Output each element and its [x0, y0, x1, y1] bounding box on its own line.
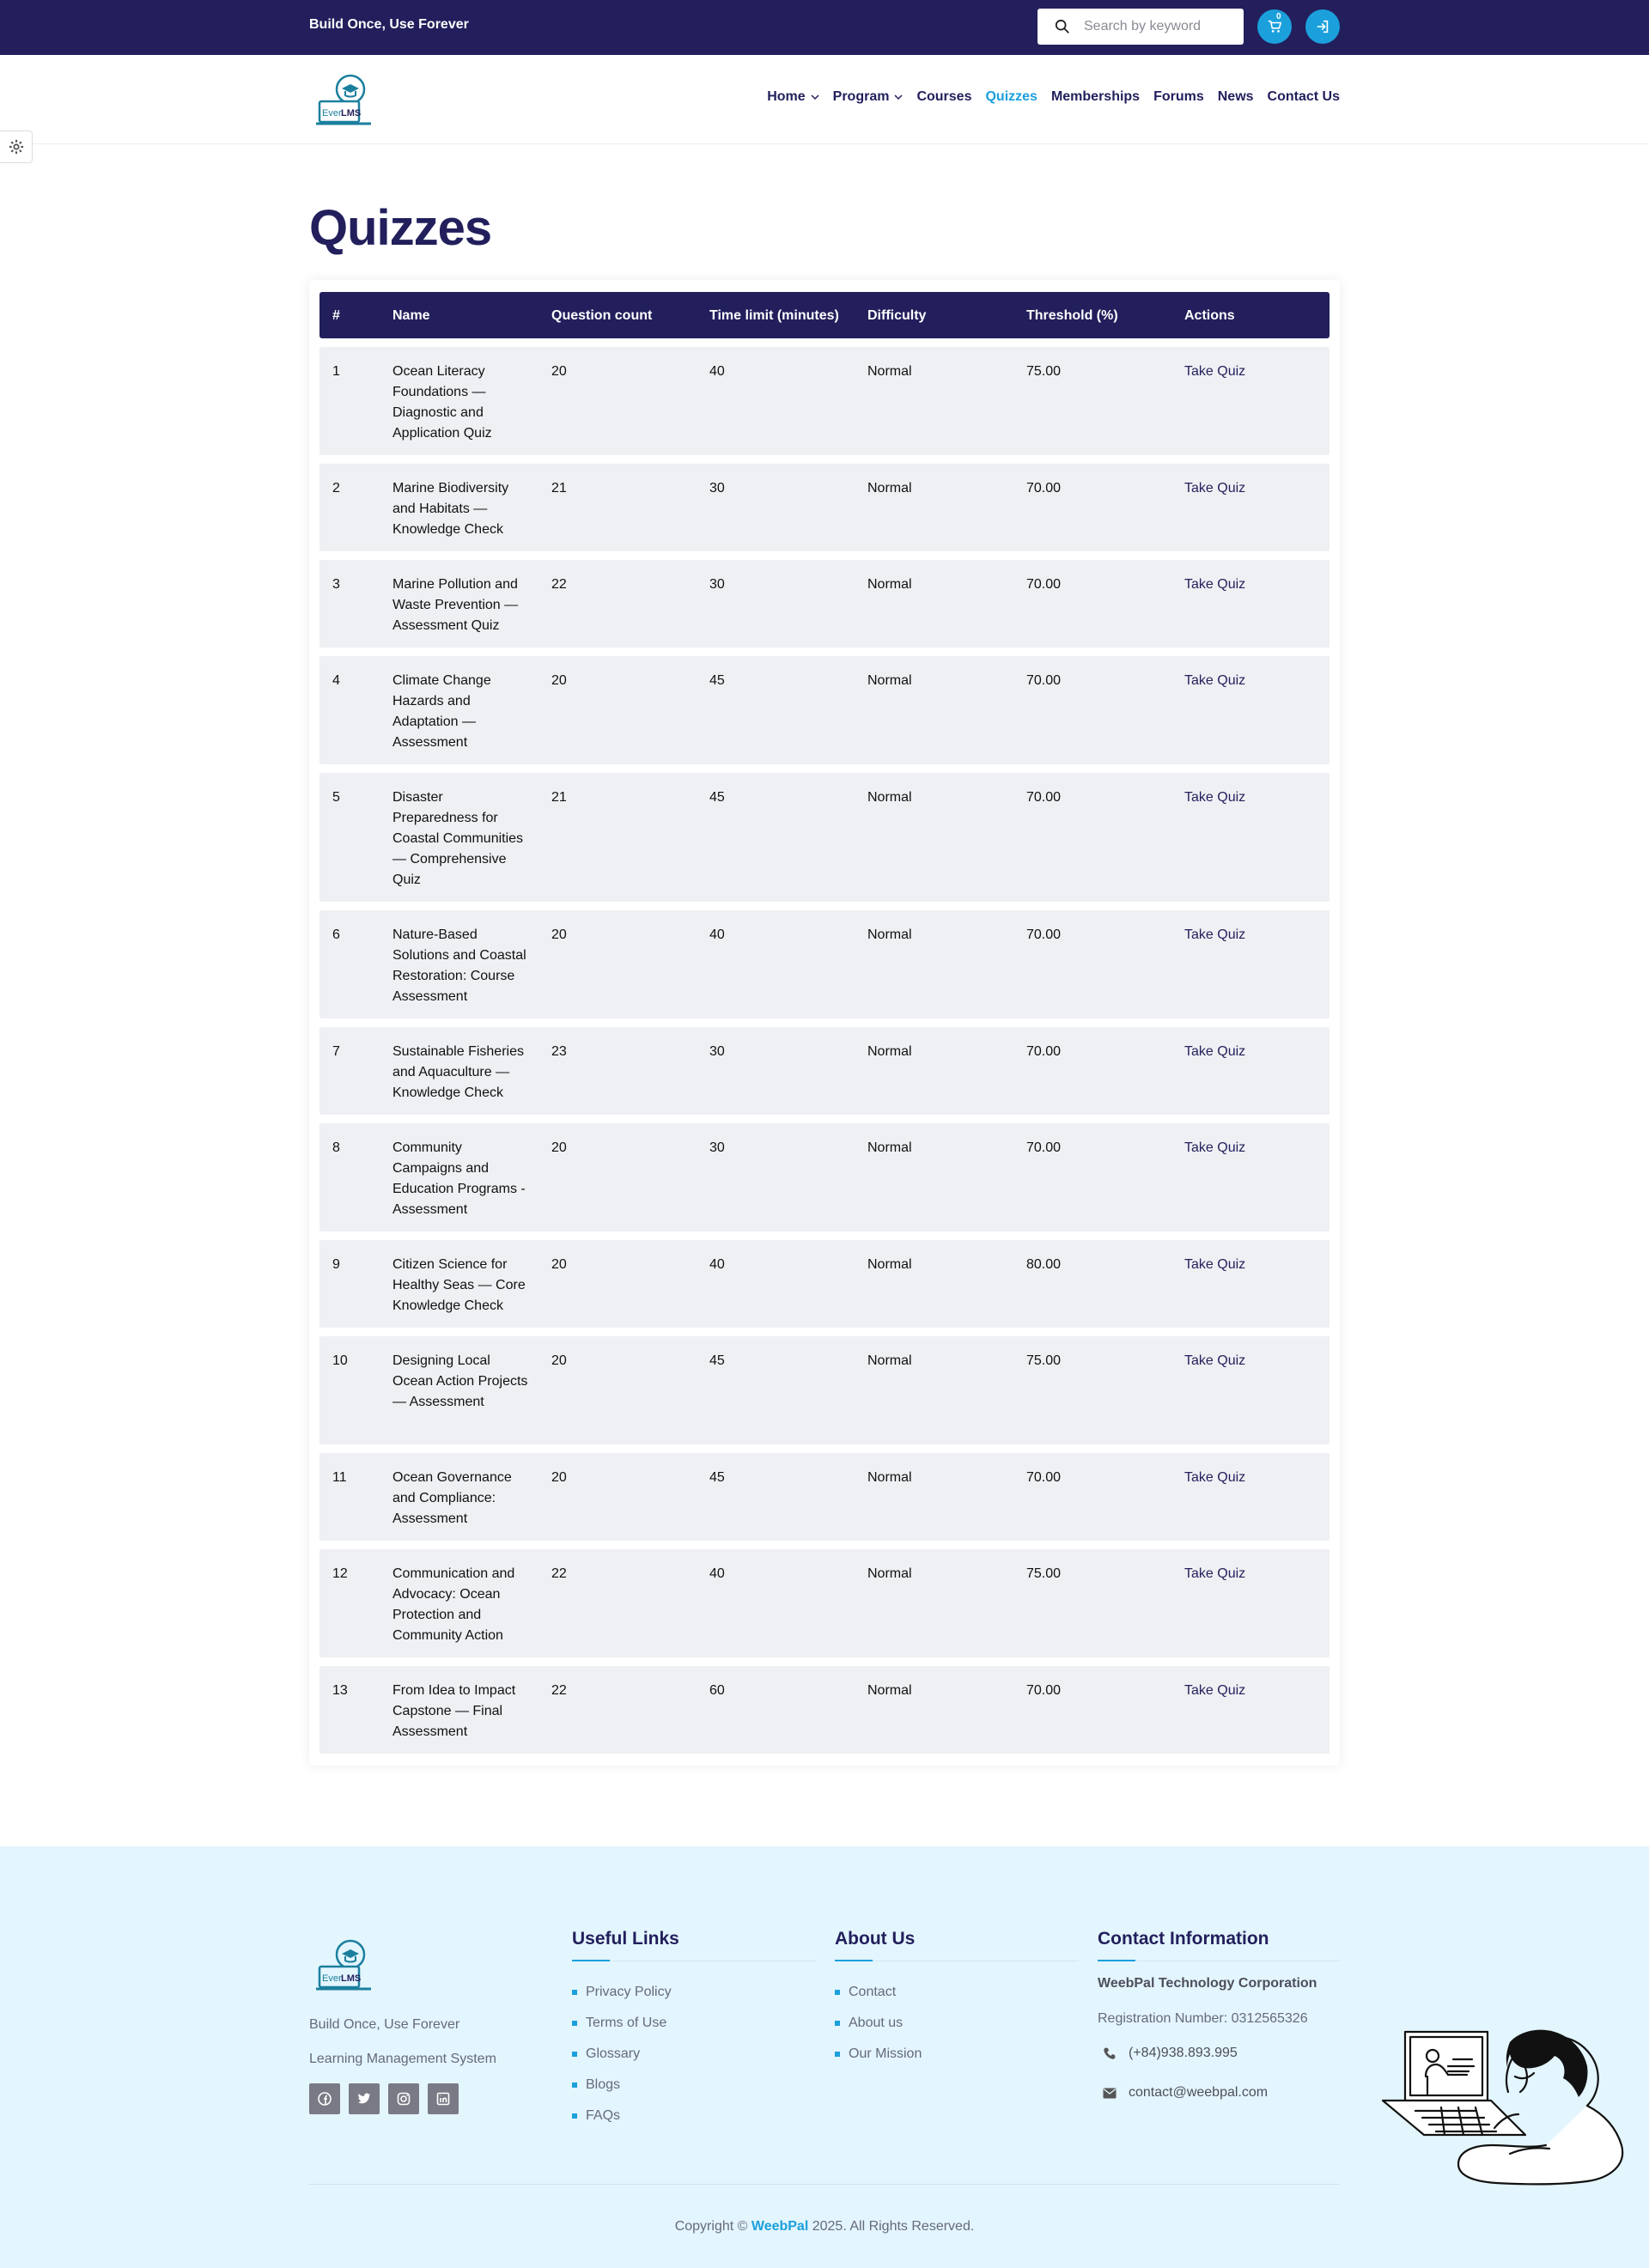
difficulty: Normal — [867, 927, 912, 942]
useful-links-title: Useful Links — [572, 1929, 679, 1949]
search-input[interactable] — [1084, 9, 1238, 45]
svg-text:Ever: Ever — [322, 108, 342, 119]
cart-button[interactable] — [1257, 9, 1292, 44]
footer-link-terms-of-use[interactable] — [572, 2008, 672, 2039]
nav-quizzes[interactable]: Quizzes — [985, 89, 1037, 104]
question-count: 20 — [551, 1470, 567, 1485]
threshold: 75.00 — [1026, 364, 1062, 379]
svg-text:Ever: Ever — [322, 1973, 342, 1984]
time-limit: 40 — [709, 927, 725, 942]
link-label: Our Mission — [849, 2046, 922, 2061]
svg-text:LMS: LMS — [341, 108, 362, 119]
registration-number: Registration Number: 0312565326 — [1098, 2011, 1308, 2026]
link-label: About us — [849, 2016, 904, 2030]
quiz-name: Ocean Literacy Foundations — Diagnostic and Application Quiz — [392, 364, 492, 441]
login-button[interactable] — [1305, 9, 1340, 44]
row-number: 3 — [332, 577, 340, 592]
col-header-number: # — [332, 308, 340, 323]
col-header-difficulty: Difficulty — [867, 308, 927, 323]
nav-memberships[interactable]: Memberships — [1050, 89, 1141, 104]
about-us-title: About Us — [835, 1929, 916, 1949]
difficulty: Normal — [867, 1566, 912, 1581]
footer-link-contact[interactable] — [835, 1977, 922, 2008]
question-count: 21 — [551, 790, 567, 805]
everlms-footer-logo[interactable] — [314, 1937, 373, 1994]
copyright-suffix: 2025. All Rights Reserved. — [812, 2219, 975, 2234]
link-label: Glossary — [586, 2046, 641, 2061]
take-quiz-link[interactable]: Take Quiz — [1184, 673, 1246, 688]
copyright-brand-link[interactable]: WeebPal — [751, 2219, 809, 2234]
nav-home-label: Home — [767, 89, 806, 104]
contact-phone[interactable] — [1103, 2046, 1238, 2061]
link-label: Blogs — [586, 2077, 621, 2092]
company-name: WeebPal Technology Corporation — [1098, 1976, 1317, 1991]
quiz-name: Sustainable Fisheries and Aquaculture — Knowledge Check — [392, 1044, 524, 1100]
link-label: Privacy Policy — [586, 1985, 672, 1999]
question-count: 20 — [551, 1257, 567, 1272]
question-count: 22 — [551, 1683, 567, 1698]
threshold: 75.00 — [1026, 1353, 1062, 1368]
about-us-list — [835, 1977, 922, 2070]
top-bar — [0, 0, 1649, 55]
settings-toggle[interactable] — [0, 131, 33, 163]
table-row — [319, 1123, 1330, 1231]
threshold: 70.00 — [1026, 1044, 1062, 1059]
table-row — [319, 910, 1330, 1018]
footer-link-privacy-policy[interactable] — [572, 1977, 672, 2008]
envelope-icon — [1103, 2088, 1117, 2099]
take-quiz-link[interactable]: Take Quiz — [1184, 790, 1246, 805]
time-limit: 30 — [709, 1140, 725, 1155]
take-quiz-link[interactable]: Take Quiz — [1184, 1257, 1246, 1272]
take-quiz-link[interactable]: Take Quiz — [1184, 577, 1246, 592]
question-count: 20 — [551, 1140, 567, 1155]
row-number: 11 — [332, 1470, 347, 1485]
footer-link-faqs[interactable] — [572, 2101, 672, 2131]
footer-link-about-us[interactable] — [835, 2008, 922, 2039]
difficulty: Normal — [867, 364, 912, 379]
question-count: 20 — [551, 673, 567, 688]
table-row — [319, 1240, 1330, 1328]
difficulty: Normal — [867, 673, 912, 688]
quiz-name: Marine Pollution and Waste Prevention — Assessment Quiz — [392, 577, 519, 633]
threshold: 70.00 — [1026, 481, 1062, 496]
quiz-name: Citizen Science for Healthy Seas — Core Knowledge Check — [392, 1257, 526, 1313]
difficulty: Normal — [867, 1683, 912, 1698]
chevron-down-icon — [894, 93, 903, 101]
take-quiz-link[interactable]: Take Quiz — [1184, 1683, 1246, 1698]
table-row — [319, 464, 1330, 551]
question-count: 22 — [551, 577, 567, 592]
time-limit: 60 — [709, 1683, 725, 1698]
everlms-logo[interactable] — [314, 72, 373, 129]
search-box[interactable] — [1037, 9, 1244, 45]
row-number: 7 — [332, 1044, 340, 1059]
page-title: Quizzes — [309, 200, 492, 256]
row-number: 1 — [332, 364, 340, 379]
quizzes-table — [309, 280, 1340, 1766]
threshold: 70.00 — [1026, 1683, 1062, 1698]
question-count: 22 — [551, 1566, 567, 1581]
cart-count-badge: 0 — [1276, 12, 1281, 21]
table-row — [319, 347, 1330, 455]
nav-program-label: Program — [832, 89, 890, 104]
nav-forums[interactable]: Forums — [1153, 89, 1204, 104]
time-limit: 45 — [709, 1353, 725, 1368]
quiz-name: Designing Local Ocean Action Projects — Assessment — [392, 1353, 528, 1409]
phone-text: (+84)938.893.995 — [1129, 2046, 1238, 2060]
difficulty: Normal — [867, 1257, 912, 1272]
difficulty: Normal — [867, 1470, 912, 1485]
nav-home[interactable] — [767, 89, 818, 105]
contact-info-title: Contact Information — [1098, 1929, 1269, 1949]
quiz-name: Nature-Based Solutions and Coastal Restoration: Course Assessment — [392, 927, 526, 1004]
difficulty: Normal — [867, 577, 912, 592]
time-limit: 30 — [709, 481, 725, 496]
table-row — [319, 1336, 1330, 1444]
table-row — [319, 1027, 1330, 1115]
main-nav — [753, 89, 1340, 105]
threshold: 70.00 — [1026, 577, 1062, 592]
useful-links-list — [572, 1977, 672, 2131]
threshold: 70.00 — [1026, 1470, 1062, 1485]
contact-email[interactable] — [1103, 2085, 1268, 2101]
row-number: 12 — [332, 1566, 348, 1581]
table-row — [319, 1453, 1330, 1541]
instagram-icon[interactable] — [388, 2083, 419, 2114]
footer-subtitle: Learning Management System — [309, 2052, 496, 2066]
twitter-icon[interactable] — [349, 2083, 380, 2114]
difficulty: Normal — [867, 790, 912, 805]
table-row — [319, 1666, 1330, 1754]
threshold: 70.00 — [1026, 927, 1062, 942]
search-icon — [1055, 19, 1070, 34]
time-limit: 40 — [709, 364, 725, 379]
quiz-name: Ocean Governance and Compliance: Assessment — [392, 1470, 512, 1526]
threshold: 75.00 — [1026, 1566, 1062, 1581]
footer-link-blogs[interactable] — [572, 2070, 672, 2101]
social-links — [309, 2083, 459, 2114]
row-number: 4 — [332, 673, 340, 688]
copyright — [0, 2219, 1649, 2235]
link-label: FAQs — [586, 2108, 621, 2123]
footer-link-our-mission[interactable] — [835, 2039, 922, 2070]
take-quiz-link[interactable]: Take Quiz — [1184, 1470, 1246, 1485]
phone-icon — [1103, 2046, 1117, 2060]
person-at-laptop-illustration — [1381, 2025, 1649, 2188]
question-count: 20 — [551, 1353, 567, 1368]
table-row — [319, 1549, 1330, 1657]
time-limit: 45 — [709, 1470, 725, 1485]
svg-text:LMS: LMS — [341, 1973, 362, 1984]
row-number: 10 — [332, 1353, 348, 1368]
take-quiz-link[interactable]: Take Quiz — [1184, 481, 1246, 496]
copyright-prefix: Copyright © — [674, 2219, 748, 2234]
table-row — [319, 656, 1330, 764]
quiz-name: Marine Biodiversity and Habitats — Knowledge Check — [392, 481, 509, 537]
row-number: 8 — [332, 1140, 340, 1155]
link-label: Terms of Use — [586, 2016, 667, 2030]
time-limit: 30 — [709, 1044, 725, 1059]
row-number: 5 — [332, 790, 340, 805]
threshold: 70.00 — [1026, 673, 1062, 688]
table-row — [319, 773, 1330, 902]
chevron-down-icon — [811, 93, 819, 101]
link-label: Contact — [849, 1985, 897, 1999]
row-number: 13 — [332, 1683, 348, 1698]
take-quiz-link[interactable]: Take Quiz — [1184, 1140, 1246, 1155]
take-quiz-link[interactable]: Take Quiz — [1184, 364, 1246, 379]
nav-contact-us[interactable]: Contact Us — [1267, 89, 1340, 104]
top-tagline: Build Once, Use Forever — [309, 17, 469, 32]
threshold: 80.00 — [1026, 1257, 1062, 1272]
col-header-time-limit: Time limit (minutes) — [709, 308, 839, 323]
email-text: contact@weebpal.com — [1129, 2085, 1269, 2100]
col-header-threshold: Threshold (%) — [1026, 308, 1118, 323]
question-count: 20 — [551, 364, 567, 379]
row-number: 9 — [332, 1257, 340, 1272]
take-quiz-link[interactable]: Take Quiz — [1184, 1044, 1246, 1059]
difficulty: Normal — [867, 1044, 912, 1059]
quiz-name: Climate Change Hazards and Adaptation — Assessment — [392, 673, 491, 750]
time-limit: 45 — [709, 673, 725, 688]
quiz-name: From Idea to Impact Capstone — Final Assessment — [392, 1683, 516, 1739]
question-count: 21 — [551, 481, 567, 496]
time-limit: 45 — [709, 790, 725, 805]
table-row — [319, 560, 1330, 648]
question-count: 20 — [551, 927, 567, 942]
nav-news[interactable]: News — [1217, 89, 1254, 104]
quiz-name: Community Campaigns and Education Programs - Assessment — [392, 1140, 526, 1217]
col-header-name: Name — [392, 308, 430, 323]
row-number: 2 — [332, 481, 340, 496]
col-header-question-count: Question count — [551, 308, 653, 323]
threshold: 70.00 — [1026, 1140, 1062, 1155]
difficulty: Normal — [867, 1353, 912, 1368]
sign-in-icon — [1315, 19, 1330, 34]
take-quiz-link[interactable]: Take Quiz — [1184, 1566, 1246, 1581]
difficulty: Normal — [867, 481, 912, 496]
time-limit: 30 — [709, 577, 725, 592]
time-limit: 40 — [709, 1566, 725, 1581]
time-limit: 40 — [709, 1257, 725, 1272]
col-header-actions: Actions — [1184, 308, 1235, 323]
take-quiz-link[interactable]: Take Quiz — [1184, 927, 1246, 942]
difficulty: Normal — [867, 1140, 912, 1155]
take-quiz-link[interactable]: Take Quiz — [1184, 1353, 1246, 1368]
gear-icon — [9, 139, 24, 155]
row-number: 6 — [332, 927, 340, 942]
footer-link-glossary[interactable] — [572, 2039, 672, 2070]
nav-program[interactable] — [833, 89, 904, 105]
linkedin-icon[interactable] — [428, 2083, 459, 2114]
facebook-icon[interactable] — [309, 2083, 340, 2114]
question-count: 23 — [551, 1044, 567, 1059]
quiz-name: Disaster Preparedness for Coastal Communities — Comprehensive Quiz — [392, 790, 524, 887]
nav-courses[interactable]: Courses — [916, 89, 972, 104]
footer-divider — [309, 2184, 1340, 2185]
quiz-name: Communication and Advocacy: Ocean Protection and Community Action — [392, 1566, 515, 1643]
table-header — [319, 292, 1330, 338]
threshold: 70.00 — [1026, 790, 1062, 805]
footer-tagline: Build Once, Use Forever — [309, 2017, 460, 2032]
